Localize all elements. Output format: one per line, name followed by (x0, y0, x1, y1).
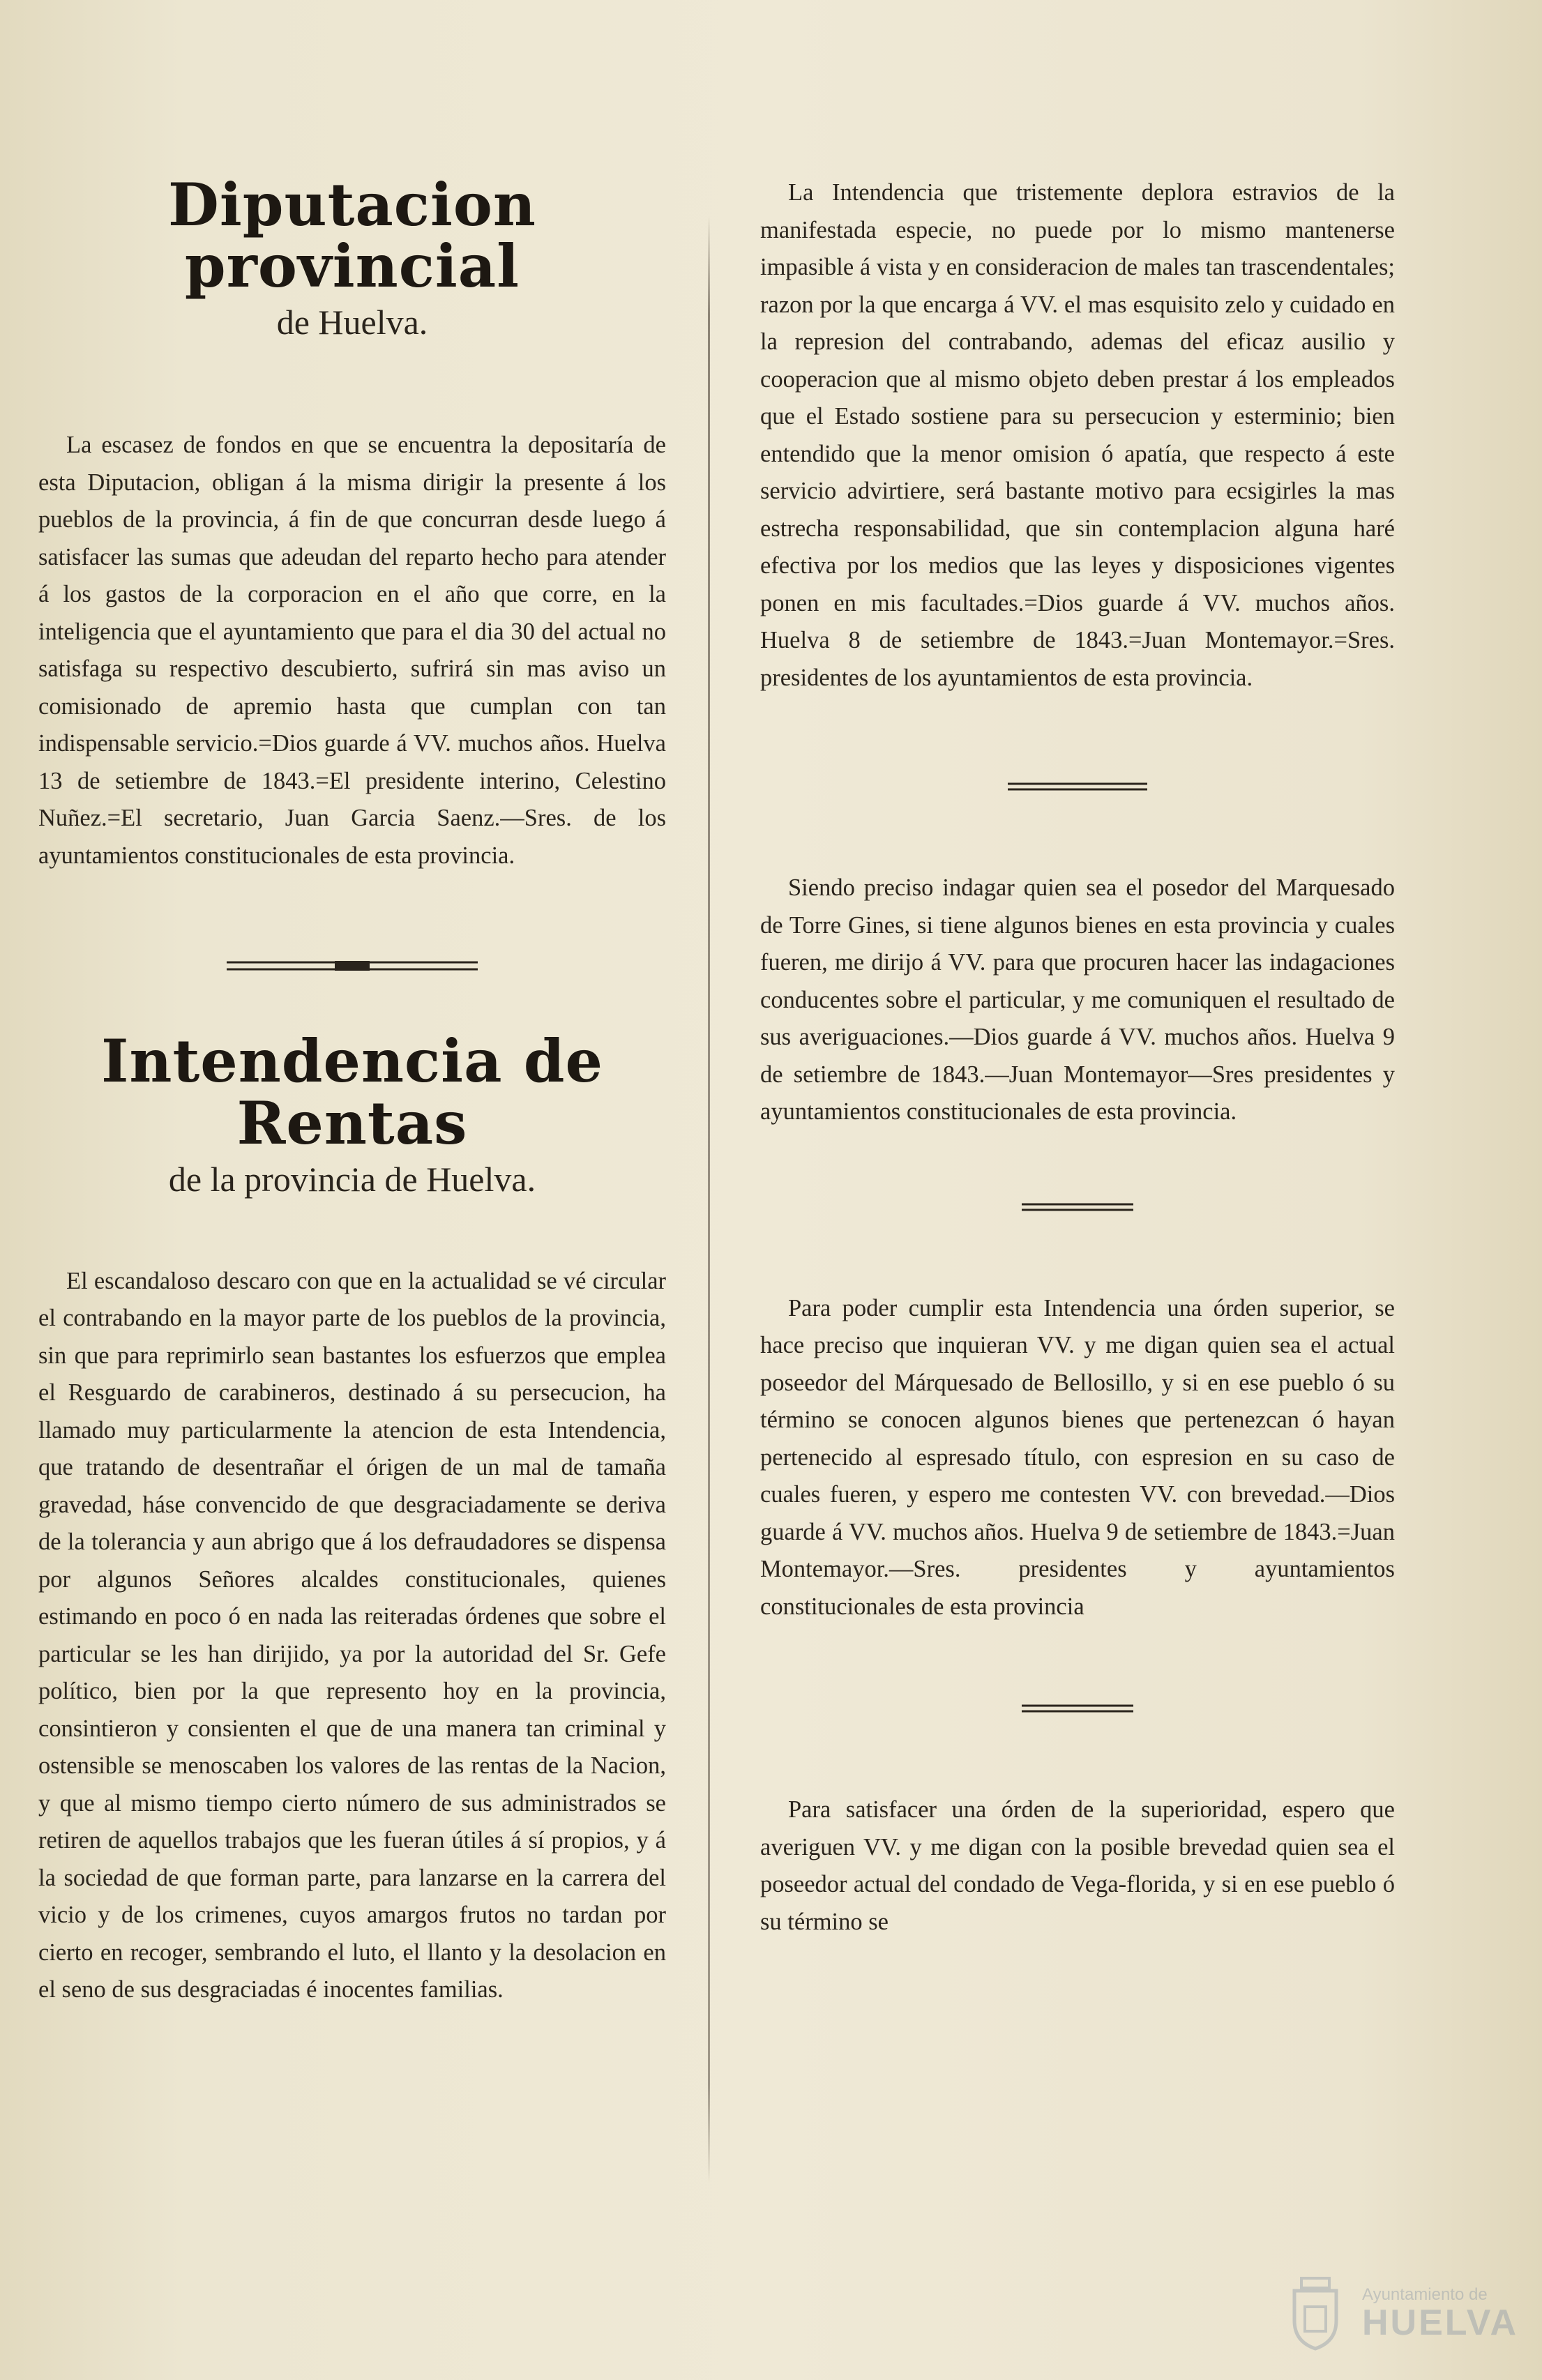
separator-rule (1008, 1702, 1147, 1715)
left-column (38, 170, 666, 2009)
column-divider (708, 216, 710, 2183)
separator-rule (994, 780, 1161, 793)
section-subtitle-intendencia: de la provincia de Huelva. (168, 1159, 536, 1199)
paragraph-vega-florida: Para satisfacer una órden de la superioridad, espero que averiguen VV. y me digan con la posible brevedad quien sea el poseedor actual del condado de Vega-florida, y si en ese pueblo ó su término se (760, 1796, 1395, 1935)
watermark-logo (1277, 2275, 1519, 2352)
watermark-text (1362, 2285, 1518, 2341)
paragraph-diputacion: La escasez de fondos en que se encuentra la depositaría de esta Diputacion, obligan á la misma dirigir la presente á los pueblos de la provincia, á fin de que concurran desde luego á satisfacer las sumas que adeudan del reparto hecho para atender á los gastos de la corporacion en el año que corre, en la inteligencia que el ayuntamiento que para el dia 30 del actual no satisfaga su respectivo descubierto, sufrirá sin mas aviso un comisionado de apremio hasta que cumplan con tan indispensable servicio.=Dios guarde á VV. muchos años. Huelva 13 de setiembre de 1843.=El presidente interino, Celestino Nuñez.=El secretario, Juan Garcia Saenz.—Sres. de los ayuntamientos constitucionales de esta provincia. (38, 432, 666, 869)
paragraph-intendencia-continued: La Intendencia que tristemente deplora estravios de la manifestada especie, no puede por lo mismo mantenerse impasible á vista y en consideracion de males tan trascendentales; razon por la que encarga á VV. el mas esquisito zelo y cuidado en la represion del contrabando, ademas del eficaz ausilio y cooperacion que al mismo objeto deben prestar á los empleados que el Estado sostiene para su persecucion y esterminio; bien entendido que la menor omision ó apatía, que respecto á este servicio advirtiere, será bastante motivo para ecsigirles la mas estrecha responsabilidad, que sin contemplacion alguna haré efectiva por los medios que las leyes y disposiciones vigentes ponen en mis facultades.=Dios guarde á VV. muchos años. Huelva 8 de setiembre de 1843.=Juan Montemayor.=Sres. presidentes de los ayuntamientos de esta provincia. (760, 179, 1395, 691)
watermark-small-text: Ayuntamiento de (1362, 2285, 1488, 2304)
crest-icon (1277, 2275, 1354, 2352)
section-title-intendencia: Intendencia de Rentas (101, 1026, 603, 1158)
paragraph-intendencia: El escandaloso descaro con que en la actualidad se vé circular el contrabando en la mayor parte de los pueblos de la provincia, sin que para reprimirlo sean bastantes los esfuerzos que emplea el Resguardo de carabineros, destinado á su persecucion, ha llamado muy particularmente la atencion de esta Intendencia, que tratando de desentrañar el órigen de un mal de tamaña gravedad, háse convencido de que desgraciadamente se deriva de la tolerancia y aun abrigo que á los defraudadores se dispensa por algunos Señores alcaldes constitucionales, quienes estimando en poco ó en nada las reiteradas órdenes que sobre el particular se les han dirijido, ya por la autoridad del Sr. Gefe político, bien por la que represento hoy en la provincia, consintieron y consienten el que de una manera tan criminal y ostensible se menoscaben los valores de las rentas de la Nacion, y que al mismo tiempo cierto número de sus administrados se retiren de aquellos trabajos que les fueran útiles á sí propios, y á la sociedad de que forman parte, para lanzarse en la carrera del vicio y de los crimenes, cuyos amargos frutos no tardan por cierto en recoger, sembrando el luto, el llanto y la desolacion en el seno de sus desgraciadas é inocentes familias. (38, 1267, 666, 2003)
paragraph-bellosillo: Para poder cumplir esta Intendencia una órden superior, se hace preciso que inquieran VV. y me digan quien sea el actual poseedor del Márquesado de Bellosillo, y si en ese pueblo ó su término se conocen algunos bienes que pertenezcan ó hayan pertenecido al espresado título, con espresion en su caso de cuales fueren, y espero me contesten VV. con brevedad.—Dios guarde á VV. muchos años. Huelva 9 de setiembre de 1843.=Juan Montemayor.—Sres. presidentes y ayuntamientos constitucionales de esta provincia (760, 1294, 1395, 1620)
section-title-diputacion: Diputacion provincial (168, 170, 536, 301)
separator-rule (1008, 1201, 1147, 1213)
separator-rule (213, 957, 492, 975)
watermark-big-text: HUELVA (1362, 2303, 1519, 2343)
paragraph-torre-gines: Siendo preciso indagar quien sea el posedor del Marquesado de Torre Gines, si tiene algunos bienes en esta provincia y cuales fueren, me dirijo á VV. para que procuren hacer las indagaciones conducentes sobre el particular, y me comuniquen el resultado de sus averiguaciones.—Dios guarde á VV. muchos años. Huelva 9 de setiembre de 1843.—Juan Montemayor—Sres presidentes y ayuntamientos constitucionales de esta provincia. (760, 874, 1395, 1125)
section-subtitle-diputacion: de Huelva. (276, 303, 428, 342)
right-column (760, 174, 1395, 1941)
